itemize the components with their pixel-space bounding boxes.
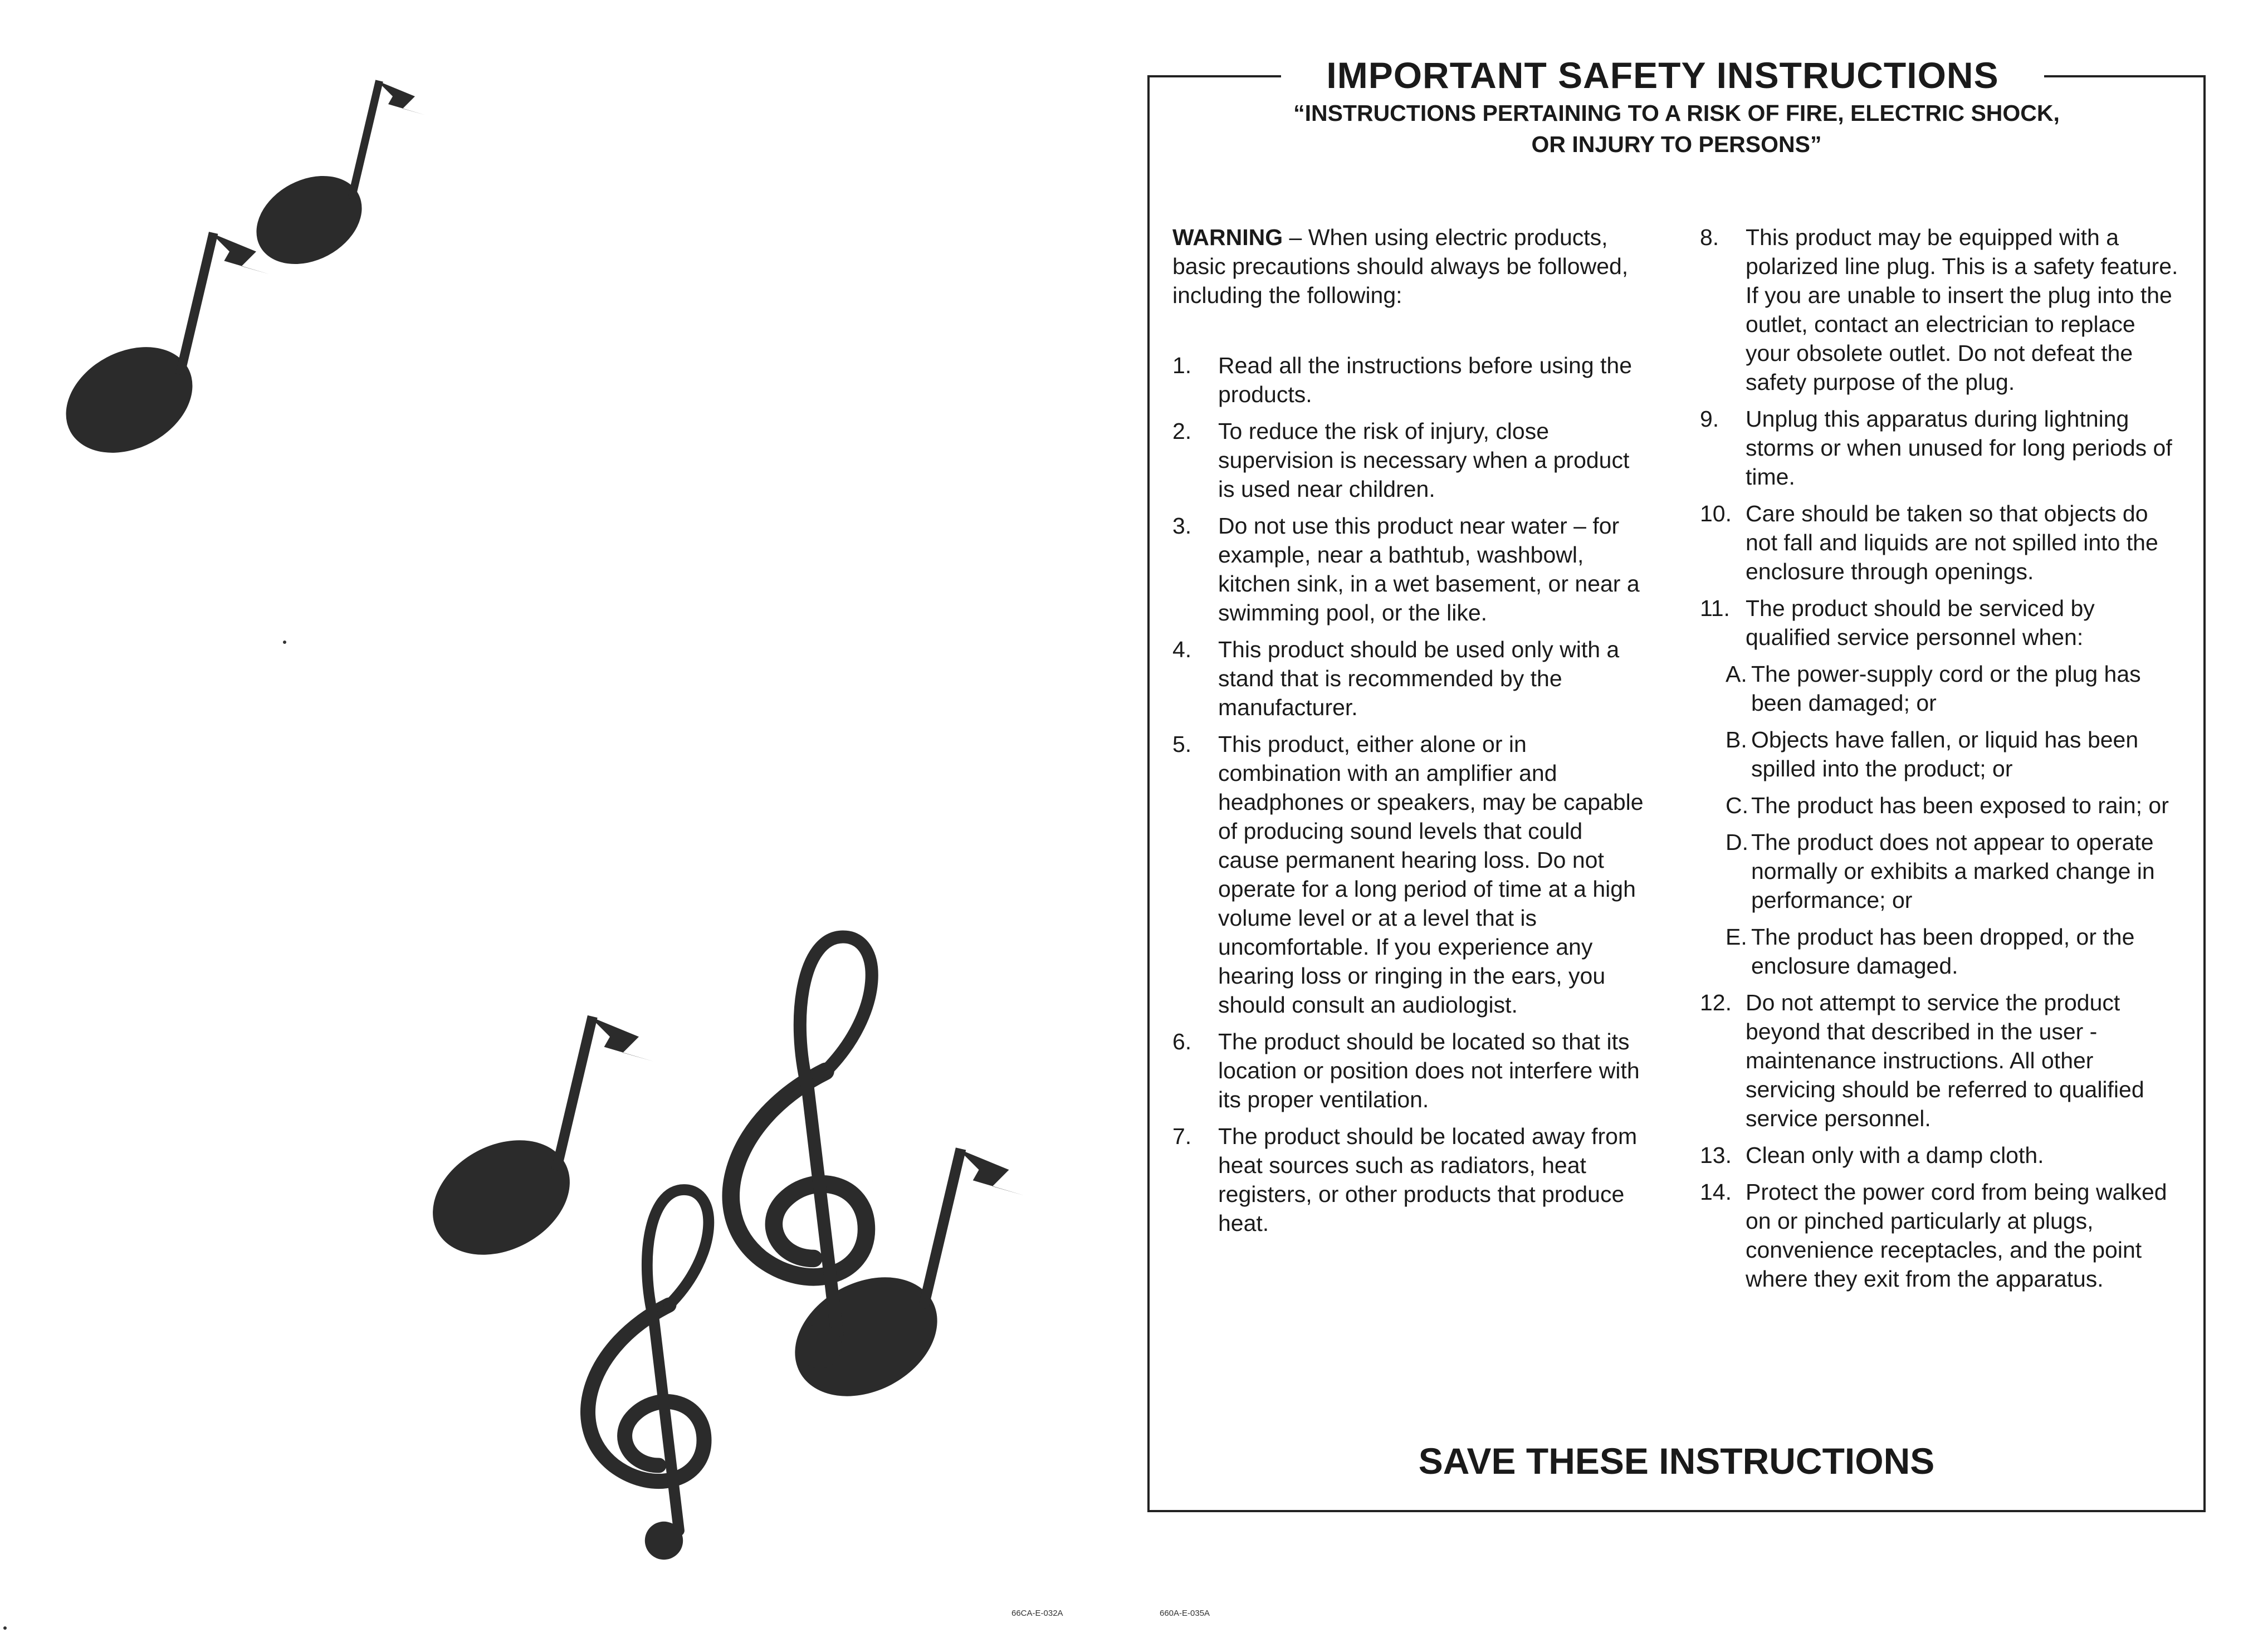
instructions-right-column bbox=[1700, 223, 2179, 1301]
sub-item-letter: A. bbox=[1726, 661, 1747, 687]
list-item-number: 5. bbox=[1172, 731, 1192, 757]
list-item-number: 7. bbox=[1172, 1123, 1192, 1149]
list-item-text: Care should be taken so that objects do not fall and liquids are not spilled into the enclosure through openings. bbox=[1746, 501, 2158, 584]
list-item bbox=[1172, 1122, 1646, 1238]
warning-intro bbox=[1172, 223, 1646, 310]
page-code-right: 660A-E-035A bbox=[1160, 1609, 1210, 1618]
sub-item-text: The product does not appear to operate normally or exhibits a marked change in performance; or bbox=[1751, 829, 2155, 913]
treble-clef-icon bbox=[588, 1190, 709, 1560]
sub-item bbox=[1700, 725, 2179, 783]
sub-item bbox=[1700, 828, 2179, 915]
list-item bbox=[1700, 223, 2179, 397]
list-item bbox=[1700, 404, 2179, 491]
list-item-number: 14. bbox=[1700, 1179, 1732, 1205]
list-item-text: Read all the instructions before using the products. bbox=[1218, 353, 1633, 407]
speck bbox=[3, 1626, 7, 1630]
instructions-list-left bbox=[1172, 351, 1646, 1238]
list-item bbox=[1700, 1141, 2179, 1170]
list-item bbox=[1700, 1177, 2179, 1293]
list-item-number: 8. bbox=[1700, 224, 1719, 250]
warning-label: WARNING bbox=[1172, 224, 1283, 250]
sub-item-letter: C. bbox=[1726, 793, 1748, 818]
sub-item-letter: E. bbox=[1726, 924, 1747, 950]
music-notes-decoration bbox=[0, 0, 1092, 1652]
sub-item bbox=[1700, 791, 2179, 820]
sub-item-text: The product has been exposed to rain; or bbox=[1751, 793, 2169, 818]
list-item-text: Protect the power cord from being walked on or pinched particularly at plugs, convenience receptacles, and the point where they exit from the apparatus. bbox=[1746, 1179, 2167, 1292]
subtitle-line-2: OR INJURY TO PERSONS” bbox=[1531, 131, 1822, 157]
instructions-list-right-continued bbox=[1700, 988, 2179, 1293]
sub-item-letter: B. bbox=[1726, 727, 1747, 752]
subtitle bbox=[1147, 97, 2206, 160]
instructions-list-right bbox=[1700, 223, 2179, 652]
list-item bbox=[1700, 594, 2179, 652]
sub-item bbox=[1700, 922, 2179, 980]
list-item-text: The product should be located so that its location or position does not interfere with its proper ventilation. bbox=[1218, 1029, 1640, 1112]
list-item-number: 1. bbox=[1172, 353, 1192, 378]
eighth-note-icon bbox=[241, 81, 426, 282]
list-item bbox=[1172, 351, 1646, 409]
list-item bbox=[1172, 417, 1646, 504]
page-title: IMPORTANT SAFETY INSTRUCTIONS bbox=[1281, 45, 2044, 106]
list-item-text: Clean only with a damp cloth. bbox=[1746, 1142, 2044, 1168]
list-item-text: The product should be located away from heat sources such as radiators, heat registers, or other products that produce heat. bbox=[1218, 1123, 1638, 1236]
list-item-text: This product should be used only with a stand that is recommended by the manufacturer. bbox=[1218, 637, 1620, 720]
list-item bbox=[1172, 511, 1646, 627]
service-conditions-list bbox=[1700, 659, 2179, 980]
list-item-text: Unplug this apparatus during lightning storms or when unused for long periods of time. bbox=[1746, 406, 2172, 490]
sub-item-letter: D. bbox=[1726, 829, 1748, 855]
list-item-number: 3. bbox=[1172, 513, 1192, 539]
save-instructions-footer: SAVE THESE INSTRUCTIONS bbox=[1418, 1440, 1935, 1482]
list-item-number: 12. bbox=[1700, 990, 1732, 1015]
subtitle-line-1: “INSTRUCTIONS PERTAINING TO A RISK OF FIRE, ELECTRIC SHOCK, bbox=[1293, 100, 2060, 126]
eighth-note-icon bbox=[413, 1016, 653, 1278]
list-item-number: 2. bbox=[1172, 418, 1192, 444]
list-item bbox=[1700, 499, 2179, 586]
sub-item-text: Objects have fallen, or liquid has been spilled into the product; or bbox=[1751, 727, 2139, 781]
list-item-number: 13. bbox=[1700, 1142, 1732, 1168]
list-item bbox=[1172, 1027, 1646, 1114]
page-code-left: 66CA-E-032A bbox=[1011, 1609, 1063, 1618]
instructions-left-column bbox=[1172, 223, 1646, 1245]
list-item-number: 11. bbox=[1700, 595, 1730, 621]
list-item-number: 4. bbox=[1172, 637, 1192, 662]
list-item-text: This product may be equipped with a polarized line plug. This is a safety feature. If you are unable to insert the plug into the outlet, contact an electrician to replace your obsolete outlet. Do not defeat the safety purpose of the plug. bbox=[1746, 224, 2178, 395]
list-item-number: 6. bbox=[1172, 1029, 1192, 1054]
list-item-number: 10. bbox=[1700, 501, 1732, 526]
list-item-text: This product, either alone or in combination with an amplifier and headphones or speakers, may be capable of producing sound levels that could cause permanent hearing loss. Do not operate for a long period of time at a high volume level or at a level that is uncomfortable. If you experience any hearing loss or ringing in the ears, you should consult an audiologist. bbox=[1218, 731, 1644, 1018]
list-item bbox=[1172, 730, 1646, 1019]
sub-item bbox=[1700, 659, 2179, 717]
speck bbox=[283, 641, 286, 644]
list-item-text: Do not attempt to service the product beyond that described in the user - maintenance instructions. All other servicing should be referred to qualified service personnel. bbox=[1746, 990, 2144, 1131]
sub-item-text: The product has been dropped, or the enclosure damaged. bbox=[1751, 924, 2135, 979]
eighth-note-icon bbox=[47, 233, 270, 474]
list-item-number: 9. bbox=[1700, 406, 1719, 432]
sub-item-text: The power-supply cord or the plug has been damaged; or bbox=[1751, 661, 2141, 716]
warning-text: – When using electric products, basic precautions should always be followed, including the following: bbox=[1172, 224, 1629, 308]
list-item bbox=[1700, 988, 2179, 1133]
list-item-text: The product should be serviced by qualified service personnel when: bbox=[1746, 595, 2095, 650]
list-item bbox=[1172, 635, 1646, 722]
list-item-text: To reduce the risk of injury, close supervision is necessary when a product is used near children. bbox=[1218, 418, 1630, 502]
list-item-text: Do not use this product near water – for example, near a bathtub, washbowl, kitchen sink, in a wet basement, or near a swimming pool, or the like. bbox=[1218, 513, 1640, 625]
